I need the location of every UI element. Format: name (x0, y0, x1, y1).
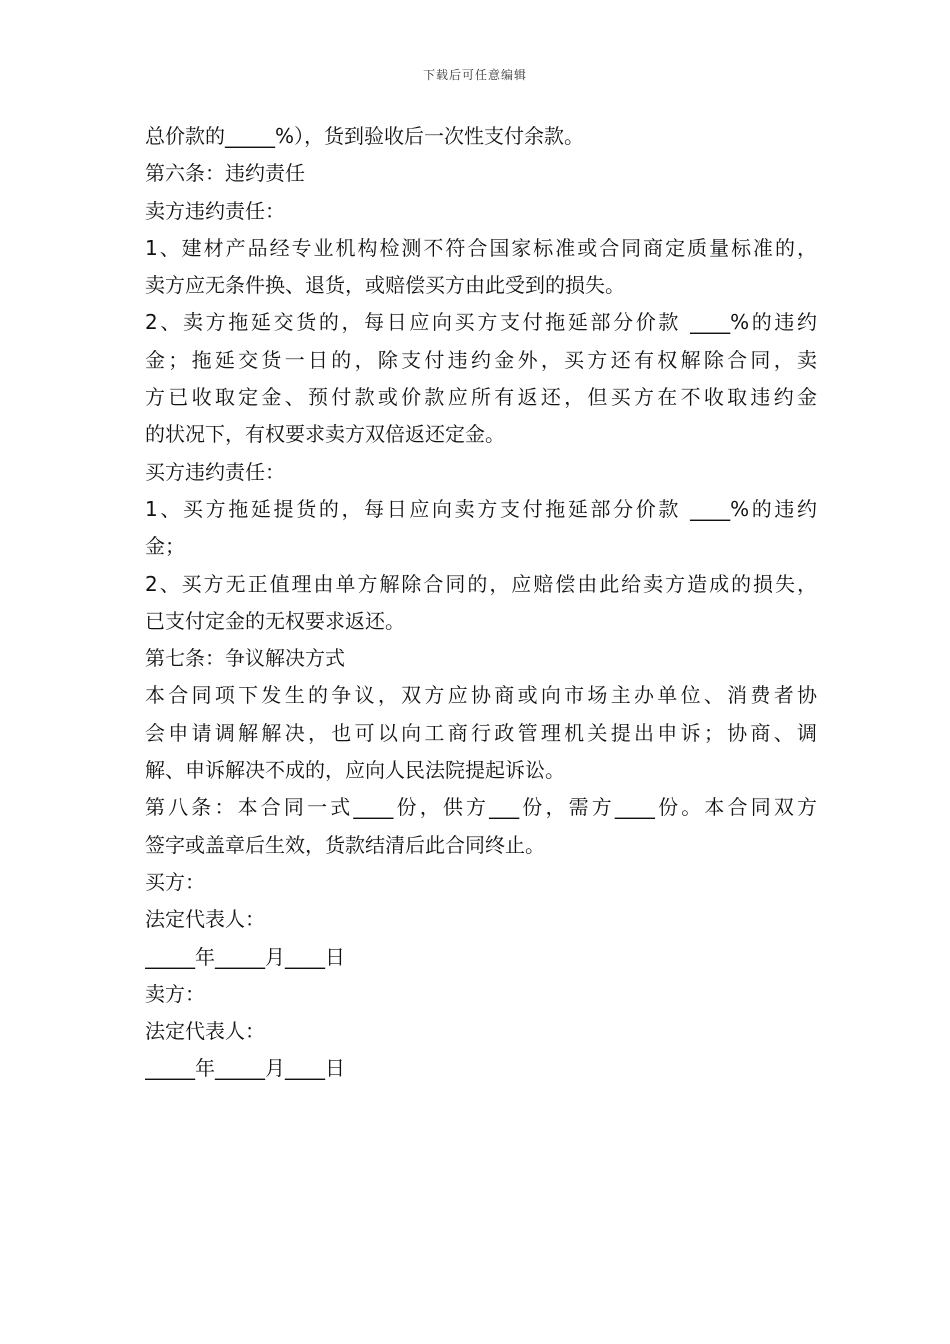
document-line: 方已收取定金、预付款或价款应所有返还，但买方在不收取违约金 (145, 385, 817, 410)
document-line: 卖方： (145, 981, 205, 1006)
document-line: 已支付定金的无权要求返还。 (145, 608, 405, 633)
document-line: 买方违约责任： (145, 459, 285, 484)
document-line: 2、买方无正值理由单方解除合同的，应赔偿由此给卖方造成的损失， (145, 571, 817, 596)
document-line: 金； (145, 534, 185, 559)
document-line: 2、卖方拖延交货的，每日应向买方支付拖延部分价款 ____%的违约 (145, 310, 817, 335)
document-line: 买方： (145, 869, 205, 894)
document-line: 第七条：争议解决方式 (145, 646, 345, 671)
document-line: 签字或盖章后生效，货款结清后此合同终止。 (145, 832, 545, 857)
document-line: 总价款的_____%），货到验收后一次性支付余款。 (145, 124, 585, 148)
document-line: 1、买方拖延提货的，每日应向卖方支付拖延部分价款 ____%的违约 (145, 496, 817, 521)
document-line: 的状况下，有权要求卖方双倍返还定金。 (145, 422, 505, 447)
document-body (145, 118, 817, 1088)
document-line: 金；拖延交货一日的，除支付违约金外，买方还有权解除合同，卖 (145, 347, 817, 372)
document-line: _____年_____月____日 (145, 1056, 345, 1081)
document-line: 第六条：违约责任 (145, 161, 305, 186)
page-header: 下载后可任意编辑 (422, 68, 527, 82)
document-line: 会申请调解解决，也可以向工商行政管理机关提出申诉；协商、调 (145, 720, 817, 745)
document-line: 法定代表人： (145, 907, 265, 932)
document-line: 卖方应无条件换、退货，或赔偿买方由此受到的损失。 (145, 273, 625, 298)
document-line: 1、建材产品经专业机构检测不符合国家标准或合同商定质量标准的， (145, 235, 817, 260)
document-line: 第八条：本合同一式____份，供方___份，需方____份。本合同双方 (145, 795, 817, 820)
document-line: 卖方违约责任： (145, 198, 285, 223)
document-line: 本合同项下发生的争议，双方应协商或向市场主办单位、消费者协 (145, 683, 817, 708)
document-line: 法定代表人： (145, 1019, 265, 1044)
document-line: _____年_____月____日 (145, 944, 345, 969)
document-line: 解、申诉解决不成的，应向人民法院提起诉讼。 (145, 758, 565, 783)
